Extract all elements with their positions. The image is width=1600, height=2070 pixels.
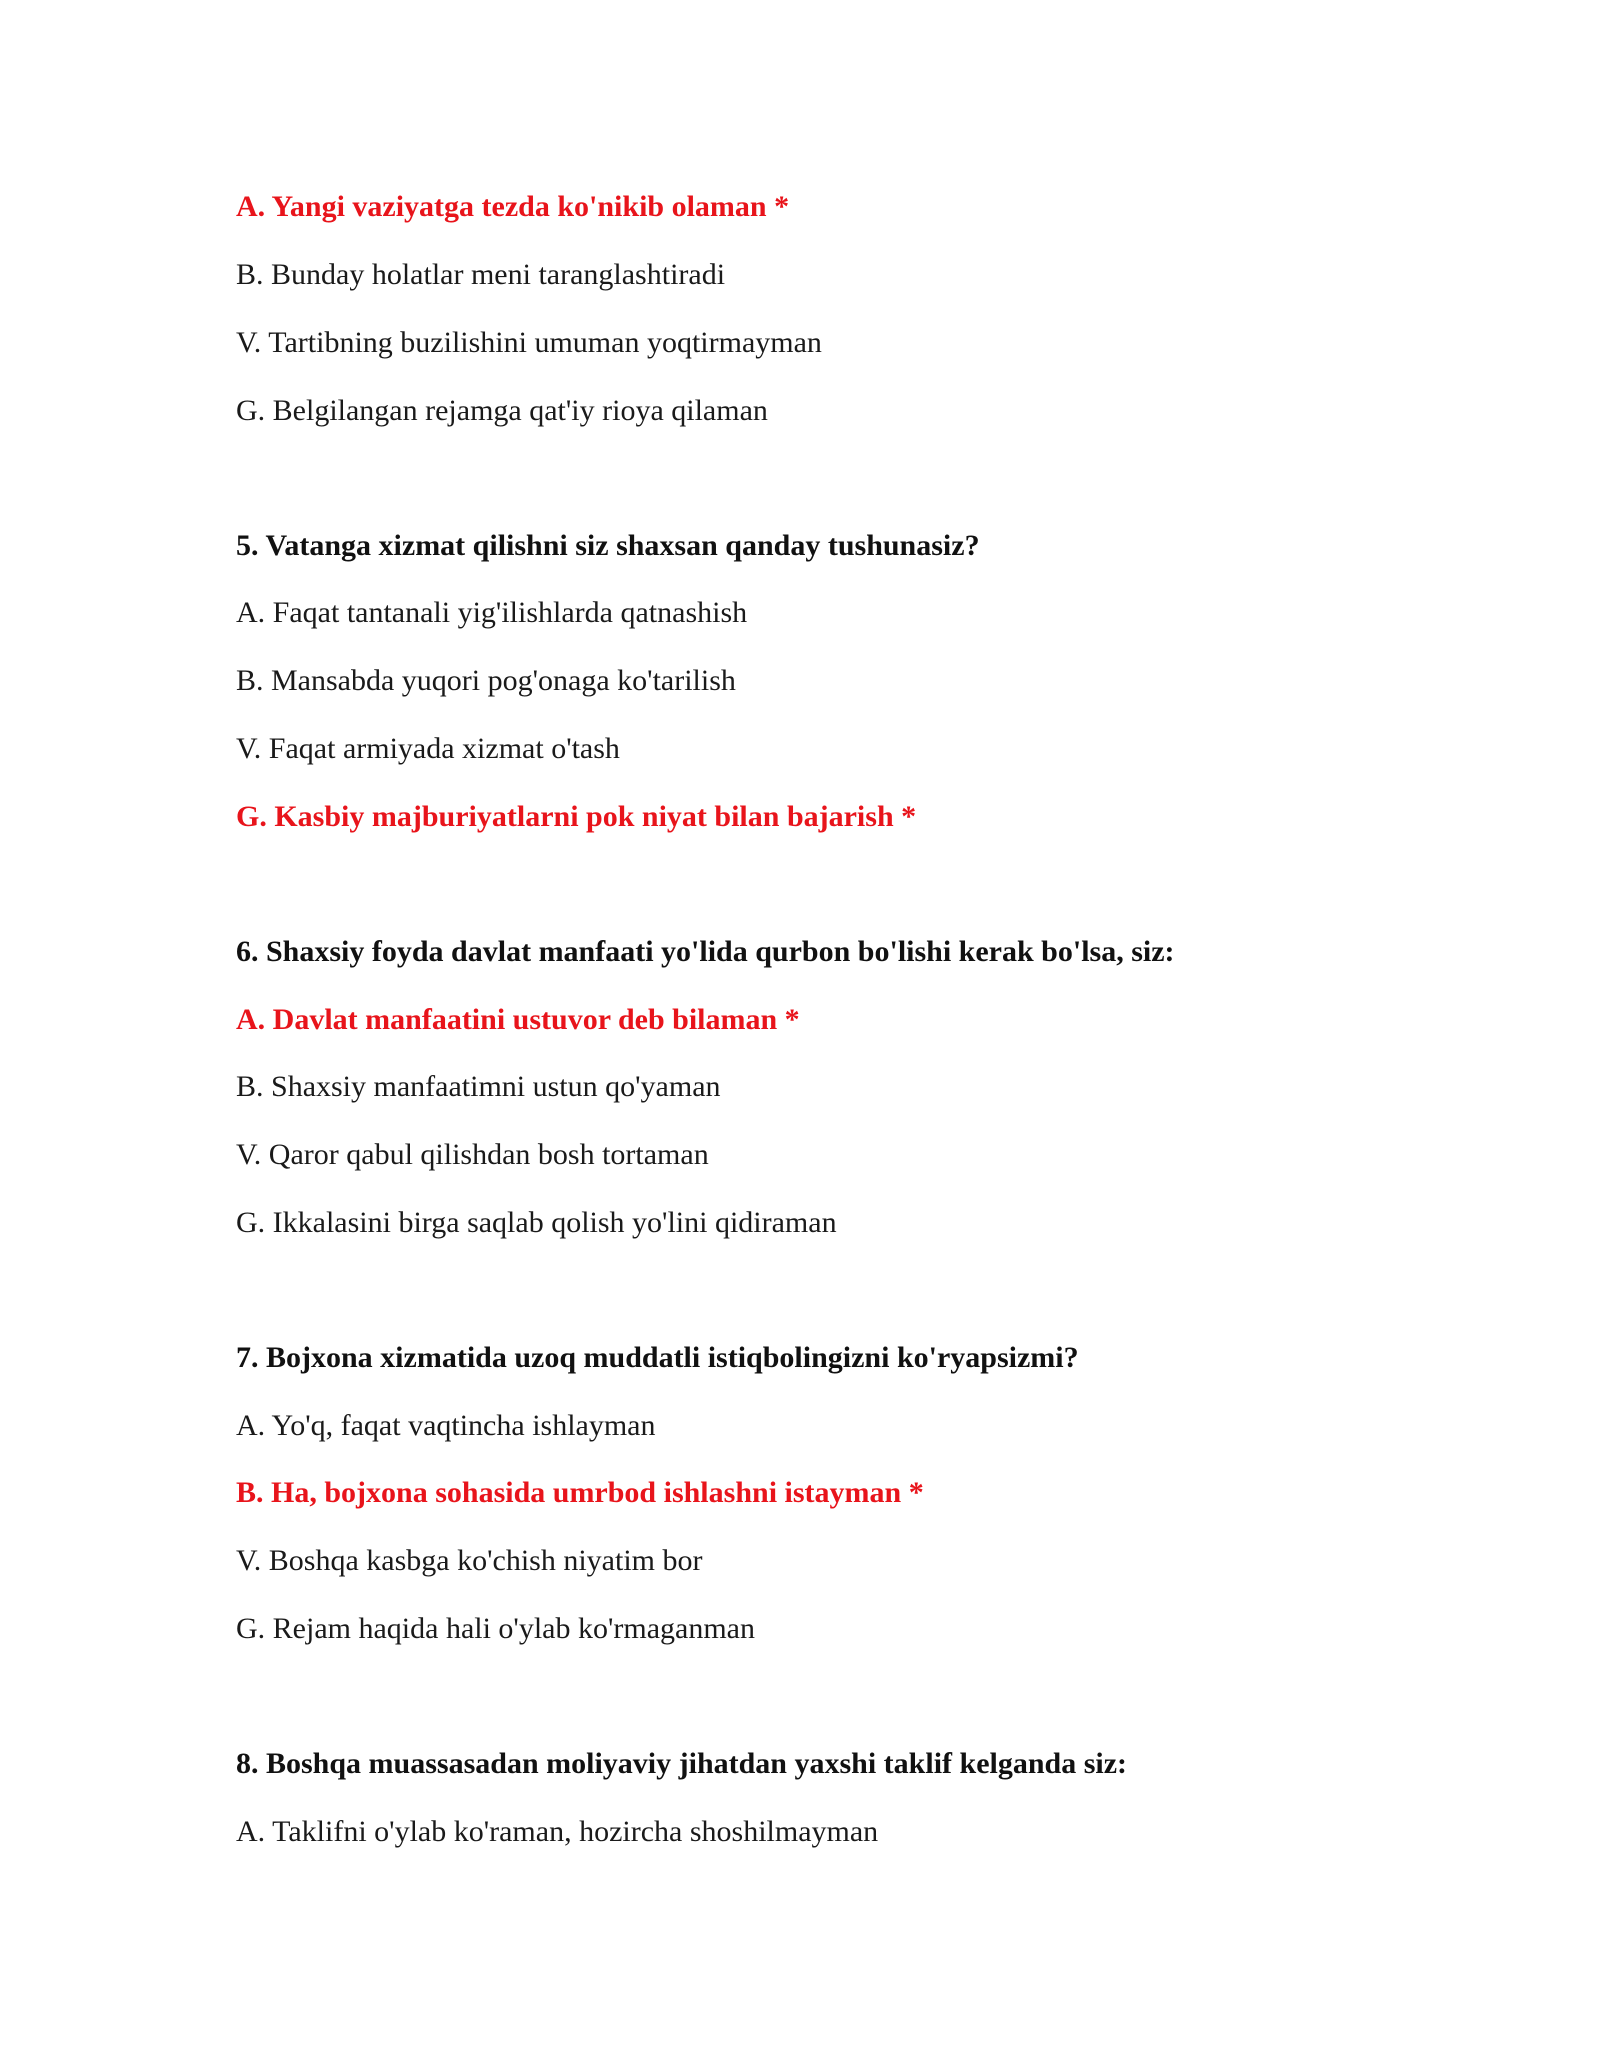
- answer-option: G. Rejam haqida hali o'ylab ko'rmaganman: [236, 1612, 755, 1645]
- question-heading: 8. Boshqa muassasadan moliyaviy jihatdan yaxshi taklif kelganda siz:: [236, 1747, 1128, 1780]
- answer-option: B. Bunday holatlar meni taranglashtiradi: [236, 258, 726, 291]
- question-heading: 5. Vatanga xizmat qilishni siz shaxsan qanday tushunasiz?: [236, 529, 980, 562]
- answer-option: A. Yo'q, faqat vaqtincha ishlayman: [236, 1409, 656, 1442]
- answer-option-correct: A. Davlat manfaatini ustuvor deb bilaman *: [236, 1003, 800, 1036]
- answer-option: G. Ikkalasini birga saqlab qolish yo'lini qidiraman: [236, 1206, 837, 1239]
- answer-option: G. Belgilangan rejamga qat'iy rioya qilaman: [236, 394, 768, 427]
- question-heading: 7. Bojxona xizmatida uzoq muddatli istiqbolingizni ko'ryapsizmi?: [236, 1341, 1079, 1374]
- answer-option: A. Taklifni o'ylab ko'raman, hozircha shoshilmayman: [236, 1815, 879, 1848]
- answer-option-correct: A. Yangi vaziyatga tezda ko'nikib olaman *: [236, 190, 790, 223]
- answer-option: V. Boshqa kasbga ko'chish niyatim bor: [236, 1544, 703, 1577]
- answer-option: B. Mansabda yuqori pog'onaga ko'tarilish: [236, 664, 736, 697]
- answer-option-correct: B. Ha, bojxona sohasida umrbod ishlashni istayman *: [236, 1476, 924, 1509]
- answer-option: A. Faqat tantanali yig'ilishlarda qatnashish: [236, 596, 748, 629]
- question-heading: 6. Shaxsiy foyda davlat manfaati yo'lida qurbon bo'lishi kerak bo'lsa, siz:: [236, 935, 1175, 968]
- answer-option-correct: G. Kasbiy majburiyatlarni pok niyat bilan bajarish *: [236, 800, 917, 833]
- answer-option: V. Qaror qabul qilishdan bosh tortaman: [236, 1138, 709, 1171]
- answer-option: V. Faqat armiyada xizmat o'tash: [236, 732, 620, 765]
- answer-option: B. Shaxsiy manfaatimni ustun qo'yaman: [236, 1070, 721, 1103]
- answer-option: V. Tartibning buzilishini umuman yoqtirmayman: [236, 326, 822, 359]
